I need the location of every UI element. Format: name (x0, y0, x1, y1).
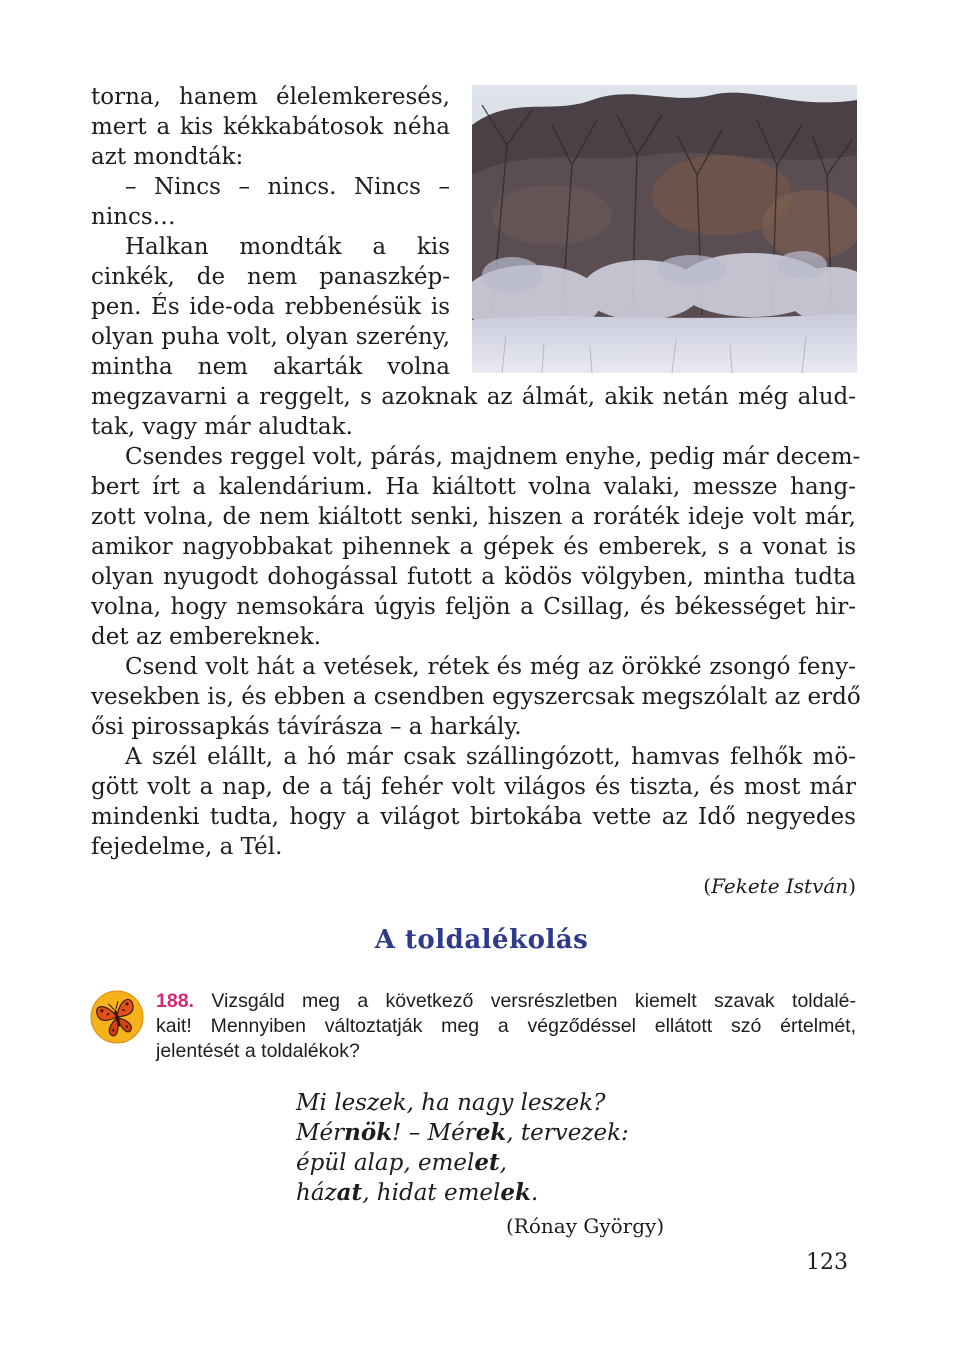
poem-seg: , (499, 1150, 507, 1176)
page-number: 123 (806, 1250, 848, 1275)
poem-line-2 (296, 1118, 629, 1148)
story-line-2: mert a kis kékkabátosok néha (91, 114, 450, 140)
poem-seg: . (530, 1180, 539, 1206)
poem-suffix: et (474, 1149, 500, 1176)
poem-seg: , tervezek: (506, 1120, 629, 1146)
story-line-5: nincs… (91, 204, 176, 230)
author-name: Fekete István (711, 874, 849, 898)
task-line-3: jelentését a toldalékok? (156, 1040, 360, 1062)
story-line-19: det az embereknek. (91, 624, 321, 650)
story-line-3: azt mondták: (91, 144, 244, 170)
story-line-4: – Nincs – nincs. Nincs – (125, 174, 450, 200)
story-line-24: gött volt a nap, de a táj fehér volt világos és tiszta, és most már (91, 774, 856, 800)
story-line-25: mindenki tudta, hogy a világot birtokába vette az Idő negyedes (91, 804, 856, 830)
story-line-17: olyan nyugodt dohogással futott a ködös völgyben, mintha tudta (91, 564, 856, 590)
story-line-7: cinkék, de nem panaszkép- (91, 264, 450, 290)
story-line-16: amikor nagyobbakat pihennek a gépek és emberek, s a vonat is (91, 534, 856, 560)
story-line-10: mintha nem akarták volna (91, 354, 450, 380)
task-line-2: kait! Mennyiben változtatják meg a végződéssel ellátott szó értelmét, (156, 1015, 856, 1037)
poem-suffix: nök (344, 1119, 393, 1146)
story-line-20: Csend volt hát a vetések, rétek és még az örökké zsongó feny- (125, 654, 856, 680)
story-line-14: bert írt a kalendárium. Ha kiáltott volna valaki, messze hang- (91, 474, 856, 500)
story-line-15: zott volna, de nem kiáltott senki, hiszen a roráték ideje volt már, (91, 504, 856, 530)
poem-seg: , hidat emel (362, 1180, 501, 1206)
poem-suffix: ek (475, 1119, 507, 1146)
poem-line-1: Mi leszek, ha nagy leszek? (296, 1090, 606, 1116)
butterfly-icon (90, 990, 144, 1044)
author-close-paren: ) (848, 874, 856, 898)
poem-line-4 (296, 1178, 538, 1208)
story-line-23: A szél elállt, a hó már csak szállingózott, hamvas felhők mö- (125, 744, 856, 770)
story-line-26: fejedelme, a Tél. (91, 834, 283, 860)
poem-seg: ház (296, 1180, 337, 1206)
story-line-8: pen. És ide-oda rebbenésük is (91, 294, 450, 320)
story-line-21: vesekben is, és ebben a csendben egyszercsak megszólalt az erdő (91, 684, 861, 710)
story-line-18: volna, hogy nemsokára úgyis feljön a Csillag, és békességet hir- (91, 594, 856, 620)
poem-line-3 (296, 1148, 507, 1178)
winter-forest-photo (472, 85, 857, 373)
task-line-1 (156, 989, 856, 1014)
story-line-1: torna, hanem élelemkeresés, (91, 84, 450, 110)
author-open-paren: ( (703, 874, 712, 898)
poem-suffix: at (336, 1179, 363, 1206)
story-line-22: ősi pirossapkás távírásza – a harkály. (91, 714, 522, 740)
poem-seg: ! – Mér (392, 1120, 476, 1146)
story-author (703, 872, 856, 900)
story-line-12: tak, vagy már aludtak. (91, 414, 353, 440)
story-line-11: megzavarni a reggelt, s azoknak az álmát, akik netán még alud- (91, 384, 856, 410)
poem-seg: épül alap, emel (296, 1150, 475, 1176)
story-line-13: Csendes reggel volt, párás, majdnem enyhe, pedig már decem- (125, 444, 861, 470)
task-text-1: Vizsgáld meg a következő versrészletben kiemelt szavak toldalé- (211, 990, 857, 1012)
poem-suffix: ek (500, 1179, 531, 1206)
story-line-6: Halkan mondták a kis (125, 234, 450, 260)
task-number: 188. (156, 990, 194, 1012)
poem-author: (Rónay György) (506, 1214, 665, 1238)
section-title: A toldalékolás (374, 925, 589, 955)
poem-seg: Mér (296, 1120, 345, 1146)
story-line-9: olyan puha volt, olyan szerény, (91, 324, 450, 350)
